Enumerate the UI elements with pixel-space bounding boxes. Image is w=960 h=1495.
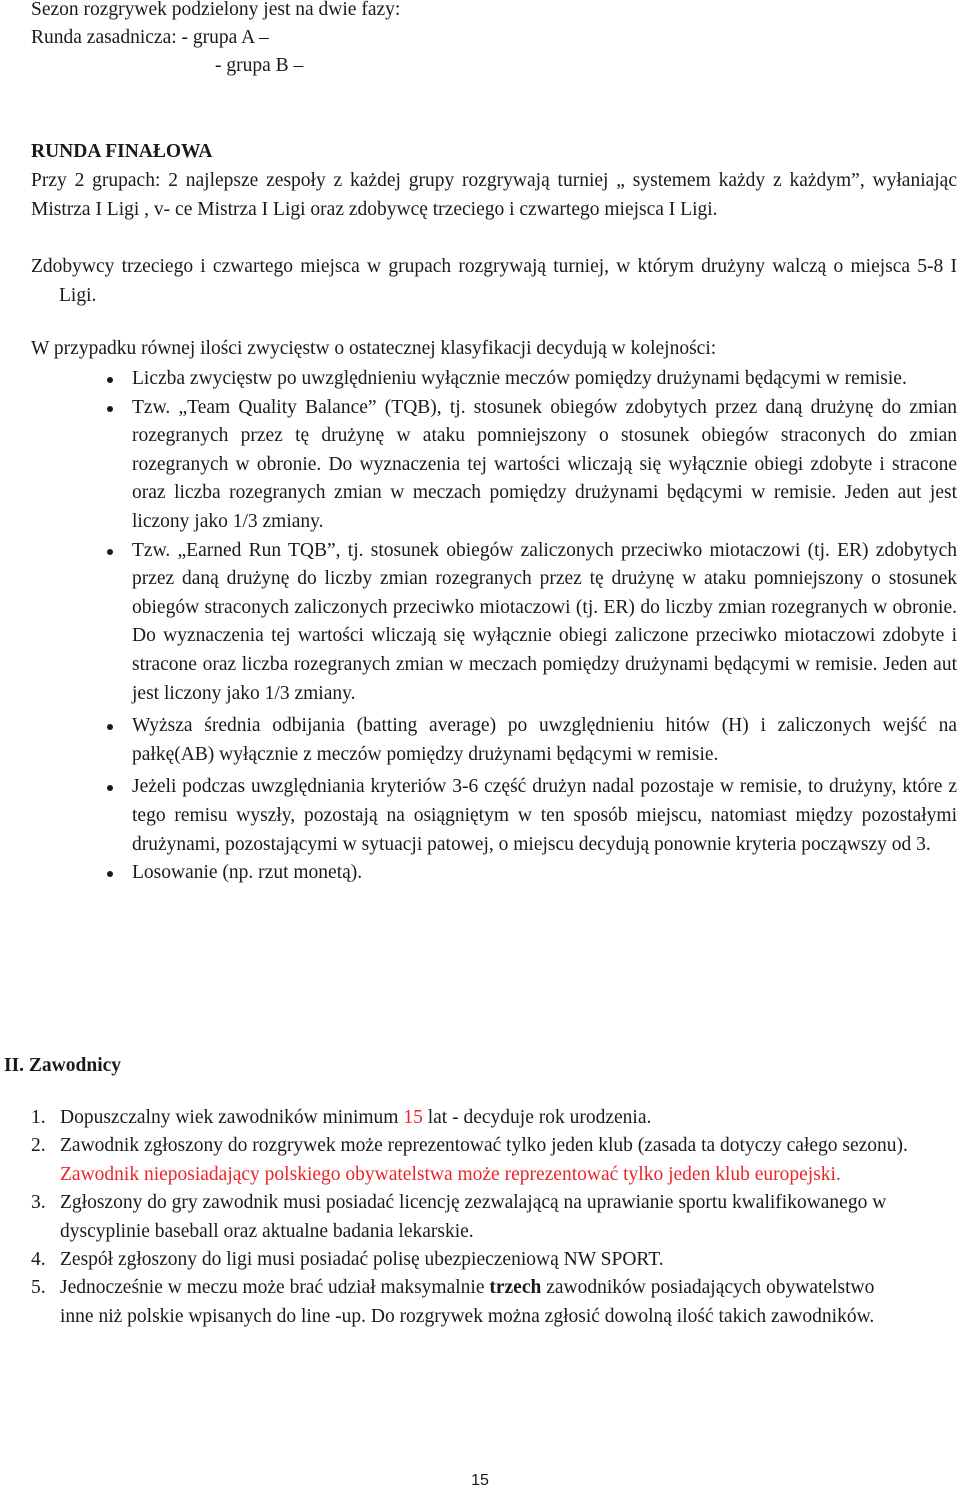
bold-text: trzech bbox=[489, 1277, 542, 1299]
tiebreak-item: Tzw. „Earned Run TQB”, tj. stosunek obiegów zaliczonych przeciwko miotaczowi (tj. ER) zdobytych przez daną drużynę do liczby zmian rozegranych przez tę drużynę w ataku pomniejszony o stosunek obiegów straconych zaliczonych przeciwko miotaczowi (tj. ER) do liczby zmian rozegranych w obronie. Do wyznaczenia tej wartości wliczają się wyłącznie obiegi zaliczone przeciwko miotaczowi zdobyte i stracone oraz liczba rozegranych zmian w meczach pomiędzy drużynami będącymi w remisie. Jeden aut jest liczony jako 1/3 zmiany. bbox=[0, 537, 957, 709]
tiebreak-list bbox=[0, 365, 957, 888]
tiebreak-item: Liczba zwycięstw po uwzględnieniu wyłącznie meczów pomiędzy drużynami będącymi w remisie. bbox=[0, 365, 957, 394]
final-round-heading: RUNDA FINAŁOWA bbox=[31, 141, 213, 162]
players-rule-item: 3. Zgłoszony do gry zawodnik musi posiadać licencję zezwalającą na uprawianie sportu kwalifikowanego w dyscyplinie baseball oraz aktualne badania lekarskie. bbox=[31, 1192, 887, 1242]
highlighted-text: Zawodnik nieposiadający polskiego obywatelstwa może reprezentować tylko jeden klub europejski. bbox=[60, 1163, 841, 1185]
intro-line-1: Sezon rozgrywek podzielony jest na dwie fazy: bbox=[31, 0, 401, 20]
highlighted-text: 15 bbox=[403, 1107, 423, 1128]
players-rule-item: 4. Zespół zgłoszony do ligi musi posiadać polisę ubezpieczeniową NW SPORT. bbox=[31, 1249, 664, 1271]
intro-line-2: Runda zasadnicza: - grupa A – bbox=[31, 27, 269, 48]
players-rule-item: 1. Dopuszczalny wiek zawodników minimum 15 lat - decyduje rok urodzenia. bbox=[31, 1107, 652, 1128]
bullet-icon bbox=[107, 724, 113, 730]
bullet-icon bbox=[107, 549, 113, 555]
intro-line-3: - grupa B – bbox=[215, 55, 304, 76]
final-round-paragraph-2: Zdobywcy trzeciego i czwartego miejsca w grupach rozgrywają turniej, w którym drużyny walczą o miejsca 5-8 I Ligi. bbox=[31, 256, 957, 306]
players-rules-list bbox=[31, 1104, 911, 1331]
tiebreak-item: Tzw. „Team Quality Balance” (TQB), tj. stosunek obiegów zdobytych przez daną drużynę do zmian rozegranych przez tę drużynę w ataku pomniejszony o stosunek obiegów straconych do zmian rozegranych w obronie. Do wyznaczenia tej wartości wliczają się wyłącznie obiegi zdobyte i stracone oraz liczba rozegranych zmian w meczach pomiędzy drużynami będącymi w remisie. Jeden aut jest liczony jako 1/3 zmiany. bbox=[0, 394, 957, 537]
tiebreak-item: Wyższa średnia odbijania (batting average) po uwzględnieniu hitów (H) i zaliczonych wejść na pałkę(AB) wyłącznie z meczów pomiędzy drużynami będącymi w remisie. bbox=[0, 712, 957, 769]
tiebreak-item: Jeżeli podczas uwzględniania kryteriów 3-6 część drużyn nadal pozostaje w remisie, to drużyny, które z tego remisu wyszły, pozostają na osiągniętym w ten sposób miejscu, natomiast między pozostałymi drużynami, pozostającymi w sytuacji patowej, o miejscu decydują ponownie kryteria począwszy od 3. bbox=[0, 773, 957, 859]
tiebreak-intro: W przypadku równej ilości zwycięstw o ostatecznej klasyfikacji decydują w kolejności: bbox=[31, 338, 717, 359]
page-number: 15 bbox=[471, 1472, 489, 1489]
bullet-icon bbox=[107, 785, 113, 791]
players-rule-item: 5. Jednocześnie w meczu może brać udział maksymalnie trzech zawodników posiadających obywatelstwo inne niż polskie wpisanych do line -up. Do rozgrywek można zgłosić dowolną ilość takich zawodników. bbox=[31, 1277, 875, 1327]
final-round-paragraph-1: Przy 2 grupach: 2 najlepsze zespoły z każdej grupy rozgrywają turniej „ systemem każdy z każdym”, wyłaniając Mistrza I Ligi , v- ce Mistrza I Ligi oraz zdobywcę trzeciego i czwartego miejsca I Ligi. bbox=[31, 170, 957, 220]
players-rule-item: 2. Zawodnik zgłoszony do rozgrywek może reprezentować tylko jeden klub (zasada ta dotyczy całego sezonu). Zawodnik nieposiadający polskiego obywatelstwa może reprezentować tylko jeden klub europejski. bbox=[31, 1135, 908, 1185]
bullet-icon bbox=[107, 406, 113, 412]
bullet-icon bbox=[107, 377, 113, 383]
tiebreak-item: Losowanie (np. rzut monetą). bbox=[0, 859, 957, 888]
players-heading: II. Zawodnicy bbox=[4, 1055, 122, 1076]
bullet-icon bbox=[107, 871, 113, 877]
